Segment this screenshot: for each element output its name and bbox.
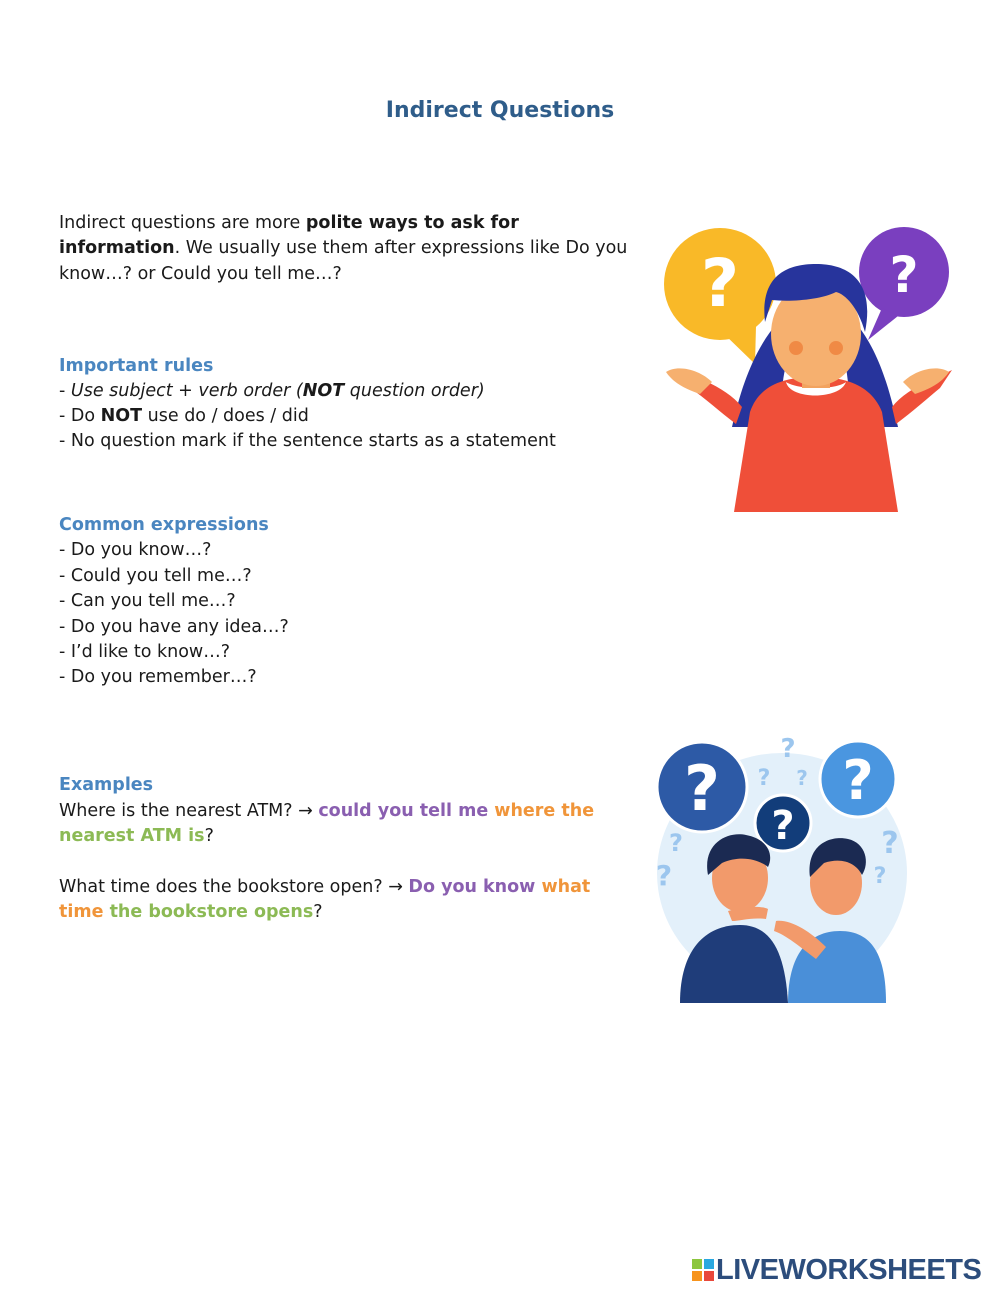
svg-text:?: ?	[780, 735, 796, 764]
intro-bold: polite ways to ask for information	[59, 213, 519, 259]
page-title: Indirect Questions	[385, 98, 615, 123]
example-2-wh: what time	[59, 877, 591, 923]
example-2-question: What time does the bookstore open? →	[59, 877, 409, 897]
liveworksheets-logo-icon	[692, 1259, 714, 1281]
example-1-question: Where is the nearest ATM? →	[59, 801, 319, 821]
example-1-end: ?	[204, 826, 214, 847]
example-1-rest: nearest ATM is	[59, 826, 205, 847]
rule-1-text	[71, 381, 485, 401]
rules-heading: Important rules	[59, 356, 214, 376]
example-2-rest: the bookstore opens	[109, 902, 314, 923]
expressions-heading: Common expressions	[59, 515, 269, 535]
examples-heading: Examples	[59, 775, 154, 795]
rule-1	[59, 379, 485, 404]
svg-text:?: ?	[881, 826, 899, 861]
example-2-intro: Do you know	[408, 877, 542, 897]
rule-1-dash: -	[59, 381, 71, 401]
rule-1-part-d: question order)	[344, 381, 485, 401]
expression-item: - I’d like to know…?	[59, 642, 231, 662]
rule-2	[59, 404, 309, 429]
example-2	[59, 875, 629, 926]
svg-text:?: ?	[889, 246, 919, 304]
svg-text:?: ?	[700, 245, 740, 322]
intro-text-1: Indirect questions are more	[59, 213, 306, 233]
rule-1-not: NOT	[302, 381, 345, 401]
liveworksheets-logo	[692, 1252, 981, 1288]
svg-text:?: ?	[796, 766, 808, 790]
rule-2-not: NOT	[100, 406, 143, 426]
confused-woman-icon	[660, 222, 955, 517]
svg-text:?: ?	[669, 829, 683, 857]
example-1	[59, 799, 619, 850]
two-men-questions-icon	[650, 735, 910, 1007]
rule-2-part-a: - Do	[59, 406, 101, 426]
example-1-wh: where the	[494, 801, 595, 821]
expression-item: - Could you tell me…?	[59, 566, 252, 586]
svg-text:?: ?	[873, 864, 887, 889]
expression-item: - Do you have any idea…?	[59, 617, 289, 637]
rule-2-part-c: use do / does / did	[142, 406, 309, 426]
svg-text:?: ?	[684, 752, 720, 825]
intro-text-2: . We usually use them after expressions like Do you know…? or Could you tell me…?	[59, 238, 628, 284]
expression-item: - Can you tell me…?	[59, 591, 236, 611]
expression-item: - Do you remember…?	[59, 667, 257, 687]
svg-text:?: ?	[842, 749, 874, 812]
expression-item: - Do you know…?	[59, 540, 212, 560]
rule-1-part-b: Use subject + verb order (	[70, 381, 303, 401]
logo-text: LIVEWORKSHEETS	[716, 1253, 982, 1286]
example-1-intro: could you tell me	[318, 801, 495, 821]
intro-paragraph	[59, 211, 639, 287]
svg-text:?: ?	[771, 803, 795, 849]
svg-text:?: ?	[655, 859, 673, 892]
svg-text:?: ?	[757, 766, 771, 791]
example-2-end: ?	[313, 902, 323, 923]
rule-3: - No question mark if the sentence starts as a statement	[59, 431, 556, 451]
